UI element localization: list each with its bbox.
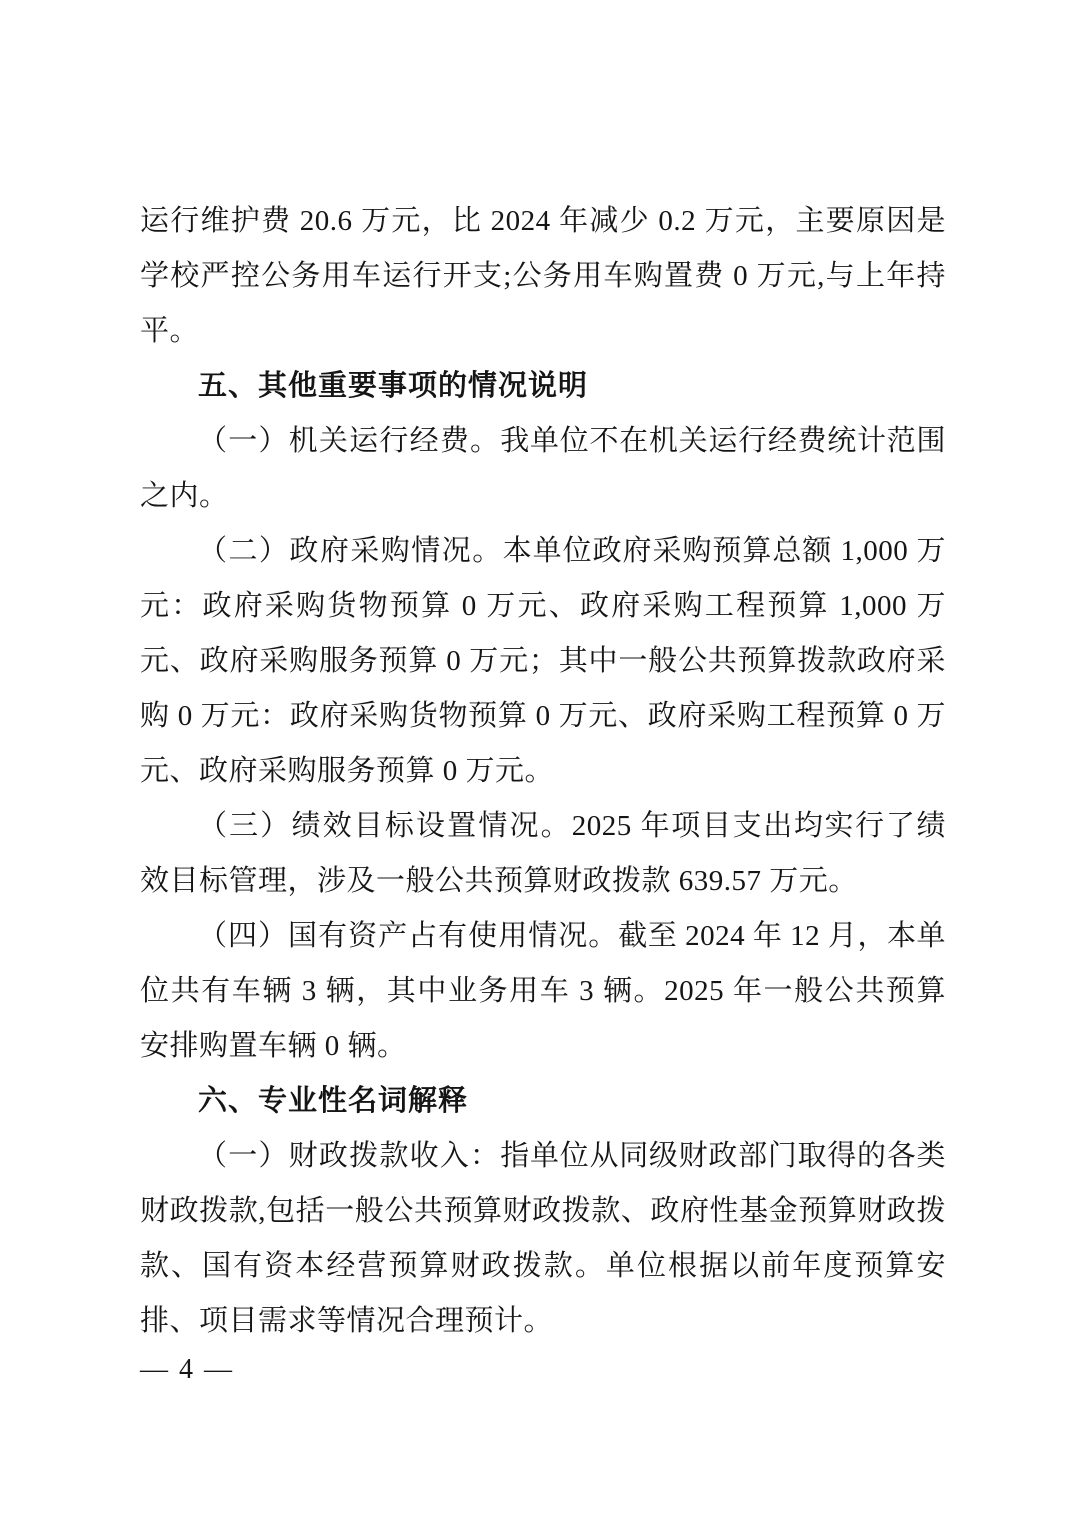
section5-item-4-lead: （四）国有资产占有使用情况。 — [198, 920, 619, 952]
section5-item-2-lead: （二）政府采购情况。 — [198, 535, 503, 567]
document-body — [140, 194, 946, 1349]
section6-item-1 — [140, 1129, 946, 1349]
section5-item-2 — [140, 524, 946, 799]
section5-item-4-text: 截至 2024 年 12 月，本单位共有车辆 3 辆，其中业务用车 3 辆。2025 年一般公共预算安排购置车辆 0 辆。 — [140, 920, 946, 1062]
section5-item-3-text: 2025 年项目支出均实行了绩效目标管理，涉及一般公共预算财政拨款 639.57 万元。 — [140, 810, 946, 897]
section5-item-3 — [140, 799, 946, 909]
section5-item-1 — [140, 414, 946, 524]
section5-item-1-text: 我单位不在机关运行经费统计范围之内。 — [140, 425, 946, 512]
section5-item-2-text: 本单位政府采购预算总额 1,000 万元：政府采购货物预算 0 万元、政府采购工程预算 1,000 万元、政府采购服务预算 0 万元；其中一般公共预算拨款政府采购 0 万元：政府采购货物预算 0 万元、政府采购工程预算 0 万元、政府采购服务预算 0 万元。 — [140, 535, 946, 787]
section6-item-1-text: 指单位从同级财政部门取得的各类财政拨款,包括一般公共预算财政拨款、政府性基金预算财政拨款、国有资本经营预算财政拨款。单位根据以前年度预算安排、项目需求等情况合理预计。 — [140, 1140, 946, 1337]
section-6-heading: 六、专业性名词解释 — [198, 1085, 469, 1117]
continuation-paragraph: 运行维护费 20.6 万元，比 2024 年减少 0.2 万元，主要原因是学校严控公务用车运行开支;公务用车购置费 0 万元,与上年持平。 — [140, 205, 946, 347]
page-number: — 4 — — [140, 1354, 234, 1385]
section5-item-1-lead: （一）机关运行经费。 — [198, 425, 501, 457]
section5-item-3-lead: （三）绩效目标设置情况。 — [198, 810, 572, 842]
section-5-heading: 五、其他重要事项的情况说明 — [198, 370, 589, 402]
section5-item-4 — [140, 909, 946, 1074]
section6-item-1-lead: （一）财政拨款收入： — [198, 1140, 501, 1172]
